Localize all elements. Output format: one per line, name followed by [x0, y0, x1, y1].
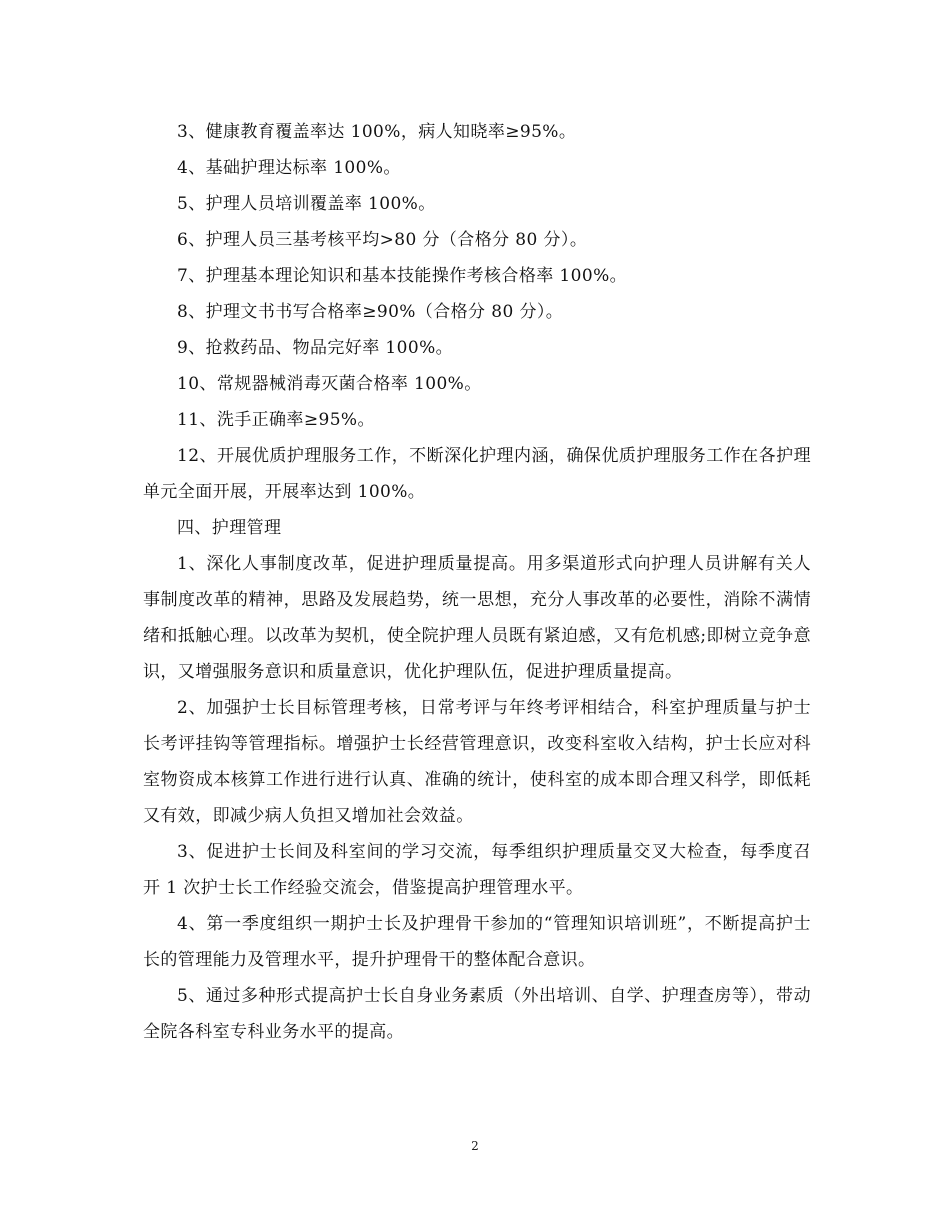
paragraph-item-12: 12、开展优质护理服务工作，不断深化护理内涵，确保优质护理服务工作在各护理单元全面开展，开展率达到 100%。 — [143, 446, 811, 502]
paragraph-item-6: 6、护理人员三基考核平均>80 分（合格分 80 分）。 — [177, 230, 588, 250]
paragraph-item-8: 8、护理文书书写合格率≥90%（合格分 80 分）。 — [177, 302, 564, 322]
management-item-2: 2、加强护士长目标管理考核，日常考评与年终考评相结合，科室护理质量与护士长考评挂钩等管理指标。增强护士长经营管理意识，改变科室收入结构，护士长应对科室物资成本核算工作进行进行认真、准确的统计，使科室的成本即合理又科学，即低耗又有效，即减少病人负担又增加社会效益。 — [143, 698, 811, 826]
page-number: 2 — [471, 1139, 479, 1153]
paragraph-item-3: 3、健康教育覆盖率达 100%，病人知晓率≥95%。 — [177, 122, 577, 142]
management-item-4: 4、第一季度组织一期护士长及护理骨干参加的“管理知识培训班”，不断提高护士长的管理能力及管理水平，提升护理骨干的整体配合意识。 — [143, 914, 811, 970]
management-item-1: 1、深化人事制度改革，促进护理质量提高。用多渠道形式向护理人员讲解有关人事制度改革的精神，思路及发展趋势，统一思想，充分人事改革的必要性，消除不满情绪和抵触心理。以改革为契机，使全院护理人员既有紧迫感，又有危机感;即树立竞争意识，又增强服务意识和质量意识，优化护理队伍，促进护理质量提高。 — [143, 554, 811, 682]
management-item-3: 3、促进护士长间及科室间的学习交流，每季组织护理质量交叉大检查，每季度召开 1 次护士长工作经验交流会，借鉴提高护理管理水平。 — [143, 842, 811, 898]
paragraph-item-5: 5、护理人员培训覆盖率 100%。 — [177, 194, 436, 214]
document-body — [143, 114, 811, 1050]
management-item-5: 5、通过多种形式提高护士长自身业务素质（外出培训、自学、护理查房等），带动全院各科室专科业务水平的提高。 — [143, 986, 811, 1042]
paragraph-item-10: 10、常规器械消毒灭菌合格率 100%。 — [177, 374, 482, 394]
paragraph-item-4: 4、基础护理达标率 100%。 — [177, 158, 401, 178]
paragraph-item-7: 7、护理基本理论知识和基本技能操作考核合格率 100%。 — [177, 266, 628, 286]
section-heading-nursing-management: 四、护理管理 — [177, 518, 282, 538]
paragraph-item-9: 9、抢救药品、物品完好率 100%。 — [177, 338, 454, 358]
paragraph-item-11: 11、洗手正确率≥95%。 — [177, 410, 375, 430]
